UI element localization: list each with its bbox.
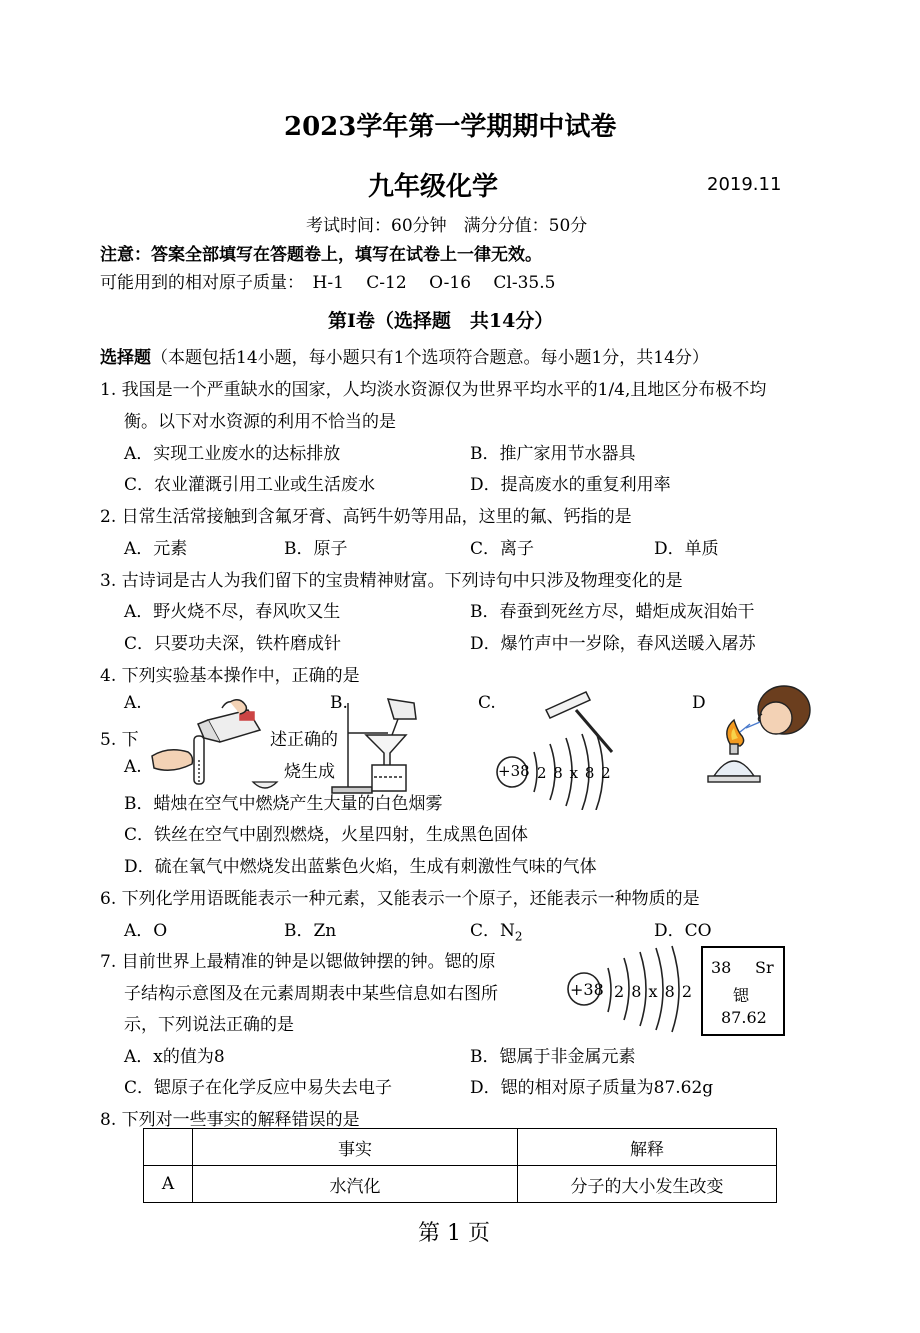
q4-option-c: C. bbox=[478, 693, 496, 713]
table-cell: 分子的大小发生改变 bbox=[518, 1166, 777, 1203]
q1-option-c: C．农业灌溉引用工业或生活废水 bbox=[124, 475, 376, 495]
element-atomic-mass: 87.62 bbox=[721, 1008, 767, 1027]
q5-option-b: B．蜡烛在空气中燃烧产生大量的白色烟雾 bbox=[124, 794, 443, 814]
page-number: 第 1 页 bbox=[418, 1221, 490, 1246]
q6-option-c-text: C．N bbox=[470, 921, 515, 941]
section-intro-rest: （本题包括14小题，每小题只有1个选项符合题意。每小题1分，共14分） bbox=[151, 348, 709, 368]
q6-stem: 6. 下列化学用语既能表示一种元素，又能表示一个原子，还能表示一种物质的是 bbox=[100, 889, 700, 909]
q3-option-b: B．春蚕到死丝方尽，蜡炬成灰泪始干 bbox=[470, 602, 755, 622]
q3-option-d: D．爆竹声中一岁除，春风送暖入屠苏 bbox=[470, 634, 756, 654]
q3-stem: 3. 古诗词是古人为我们留下的宝贵精神财富。下列诗句中只涉及物理变化的是 bbox=[100, 571, 683, 591]
q1-stem-line2: 衡。以下对水资源的利用不恰当的是 bbox=[124, 412, 396, 432]
q7-option-c: C．锶原子在化学反应中易失去电子 bbox=[124, 1078, 393, 1098]
q5-option-d: D．硫在氧气中燃烧发出蓝紫色火焰，生成有刺激性气味的气体 bbox=[124, 857, 597, 877]
atom-shells-label-small: 2 8 x 8 2 bbox=[537, 764, 612, 782]
q7-stem-line3: 示，下列说法正确的是 bbox=[124, 1015, 294, 1035]
q7-option-b: B．锶属于非金属元素 bbox=[470, 1047, 636, 1067]
notice: 注意：答案全部填写在答题卷上，填写在试卷上一律无效。 bbox=[100, 245, 542, 265]
pouring-liquid-illustration bbox=[148, 690, 278, 790]
section-intro-bold: 选择题 bbox=[100, 348, 151, 368]
exam-info: 考试时间：60分钟 满分分值：50分 bbox=[306, 216, 588, 236]
q8-stem: 8. 下列对一些事实的解释错误的是 bbox=[100, 1110, 360, 1130]
atom-nucleus-label-small: +38 bbox=[498, 762, 530, 780]
section-intro bbox=[100, 343, 709, 368]
table-header-cell: 事实 bbox=[193, 1129, 518, 1166]
exam-date: 2019.11 bbox=[707, 174, 782, 195]
q2-option-c: C．离子 bbox=[470, 539, 535, 559]
q5-option-a-part2: 烧生成 bbox=[284, 762, 335, 782]
element-atomic-number: 38 bbox=[711, 958, 732, 977]
table-cell: 水汽化 bbox=[193, 1166, 518, 1203]
q4-option-d: D bbox=[692, 693, 706, 713]
alcohol-lamp-illustration bbox=[700, 680, 830, 800]
element-symbol: Sr bbox=[755, 958, 774, 977]
exam-title: 2023学年第一学期期中试卷 bbox=[284, 112, 617, 142]
q7-stem-line1: 7. 目前世界上最精准的钟是以锶做钟摆的钟。锶的原 bbox=[100, 952, 496, 972]
element-name: 锶 bbox=[733, 986, 750, 1005]
element-card bbox=[701, 946, 785, 1036]
q2-stem: 2. 日常生活常接触到含氟牙膏、高钙牛奶等用品，这里的氟、钙指的是 bbox=[100, 507, 632, 527]
q1-option-d: D．提高废水的重复利用率 bbox=[470, 475, 671, 495]
q1-option-a: A．实现工业废水的达标排放 bbox=[124, 444, 341, 464]
q4-option-b: B. bbox=[330, 693, 348, 713]
atom-nucleus-label: +38 bbox=[570, 980, 604, 999]
q2-option-a: A．元素 bbox=[124, 539, 188, 559]
exam-subtitle: 九年级化学 bbox=[368, 172, 499, 202]
q5-option-a-part1: A. bbox=[124, 757, 142, 777]
q7-stem-line2: 子结构示意图及在元素周期表中某些信息如右图所 bbox=[124, 984, 498, 1004]
q2-option-d: D．单质 bbox=[654, 539, 719, 559]
q4-stem: 4. 下列实验基本操作中，正确的是 bbox=[100, 666, 360, 686]
q6-option-c bbox=[470, 916, 523, 943]
q1-stem-line1: 1. 我国是一个严重缺水的国家，人均淡水资源仅为世界平均水平的1/4,且地区分布极不均 bbox=[100, 380, 767, 400]
q5-stem-part1: 5. 下 bbox=[100, 730, 139, 750]
atom-shells-label: 2 8 x 8 2 bbox=[614, 982, 694, 1001]
table-header-row bbox=[144, 1129, 777, 1166]
q5-stem-part2: 述正确的 bbox=[270, 730, 338, 750]
q5-option-c: C．铁丝在空气中剧烈燃烧，火星四射，生成黑色固体 bbox=[124, 825, 529, 845]
table-header-cell: 解释 bbox=[518, 1129, 777, 1166]
q2-option-b: B．原子 bbox=[284, 539, 348, 559]
section-title: 第Ⅰ卷（选择题 共14分） bbox=[328, 310, 554, 332]
atomic-masses: 可能用到的相对原子质量： H-1 C-12 O-16 Cl-35.5 bbox=[100, 273, 556, 293]
q1-option-b: B．推广家用节水器具 bbox=[470, 444, 636, 464]
table-cell: A bbox=[144, 1166, 193, 1203]
q6-option-c-subscript: 2 bbox=[514, 929, 523, 944]
table-header-cell bbox=[144, 1129, 193, 1166]
q7-option-a: A．x的值为8 bbox=[124, 1047, 225, 1067]
q6-option-d: D．CO bbox=[654, 921, 712, 941]
q8-table bbox=[143, 1128, 777, 1203]
q6-option-a: A．O bbox=[124, 921, 168, 941]
q7-option-d: D．锶的相对原子质量为87.62g bbox=[470, 1078, 714, 1098]
q6-option-b: B．Zn bbox=[284, 921, 337, 941]
table-row bbox=[144, 1166, 777, 1203]
q4-option-a: A. bbox=[124, 693, 142, 713]
q3-option-a: A．野火烧不尽，春风吹又生 bbox=[124, 602, 341, 622]
q3-option-c: C．只要功夫深，铁杵磨成针 bbox=[124, 634, 342, 654]
